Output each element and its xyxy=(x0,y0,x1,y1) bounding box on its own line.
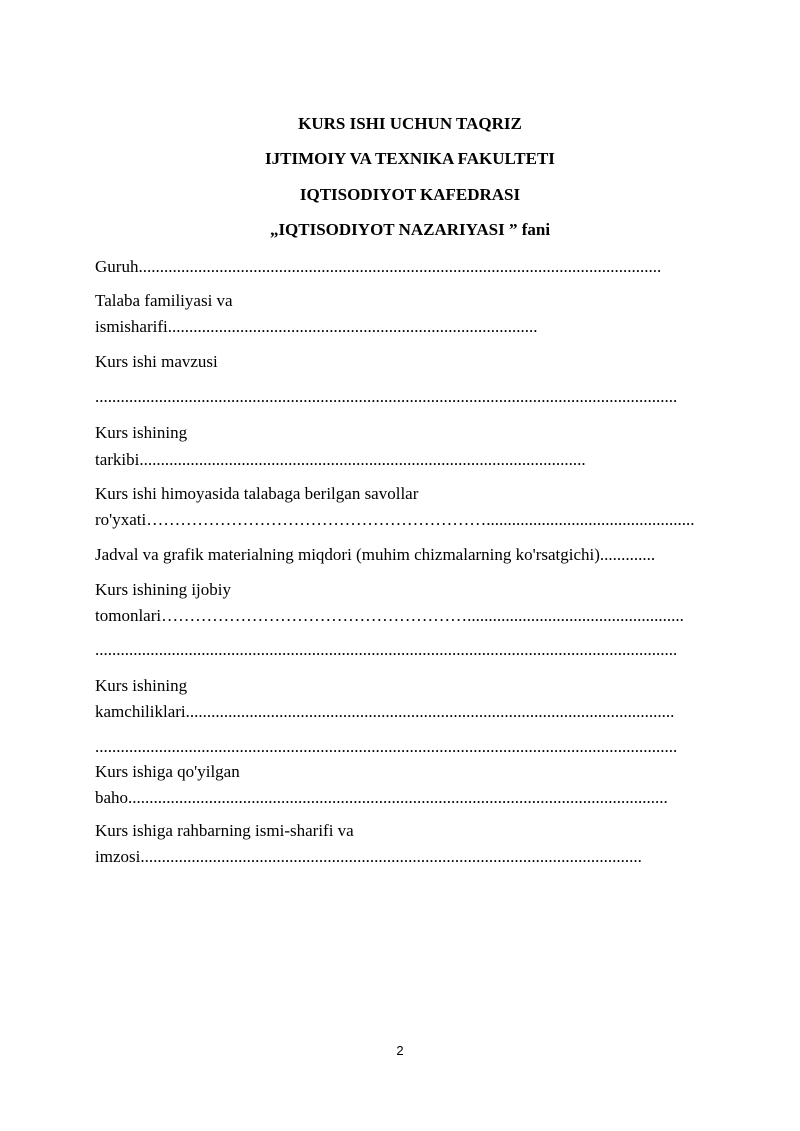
field-positive-line-2: ......................................................................................................................................... xyxy=(95,640,678,659)
field-tables-graphics: Jadval va grafik materialning miqdori (muhim chizmalarning ko'rsatgichi)............. xyxy=(95,545,656,564)
field-topic-line: ......................................................................................................................................... xyxy=(95,387,678,406)
field-shortcomings-line-2: ......................................................................................................................................... xyxy=(95,737,678,756)
field-student-name: ismisharifi....................................................................................... xyxy=(95,317,538,336)
field-structure-label: Kurs ishining xyxy=(95,423,188,442)
field-supervisor-signature: imzosi...................................................................................................................... xyxy=(95,847,642,866)
title-subject: „IQTISODIYOT NAZARIYASI ” fani xyxy=(269,220,551,239)
page-number: 2 xyxy=(396,1043,404,1058)
field-positive-label: Kurs ishining ijobiy xyxy=(95,580,232,599)
field-grade-line: baho............................................................................................................................... xyxy=(95,788,668,807)
field-questions-label: Kurs ishi himoyasida talabaga berilgan savollar xyxy=(95,484,419,503)
field-student-label: Talaba familiyasi va xyxy=(95,291,233,310)
field-supervisor-label: Kurs ishiga rahbarning ismi-sharifi va xyxy=(95,821,354,840)
field-shortcomings-line: kamchiliklari................................................................................................................... xyxy=(95,702,675,721)
field-positive-line: tomonlari………………………………………………................................................... xyxy=(95,606,684,625)
field-questions-line: ro'yxati……………………………………………………................................................. xyxy=(95,510,695,529)
field-group: Guruh........................................................................................................................... xyxy=(95,257,662,276)
field-shortcomings-label: Kurs ishining xyxy=(95,676,188,695)
field-topic-label: Kurs ishi mavzusi xyxy=(95,352,218,371)
field-structure-line: tarkibi......................................................................................................... xyxy=(95,450,586,469)
field-grade-label: Kurs ishiga qo'yilgan xyxy=(95,762,240,781)
title-department: IQTISODIYOT KAFEDRASI xyxy=(299,185,521,204)
title-faculty: IJTIMOIY VA TEXNIKA FAKULTETI xyxy=(265,149,555,168)
title-review: KURS ISHI UCHUN TAQRIZ xyxy=(298,114,522,133)
